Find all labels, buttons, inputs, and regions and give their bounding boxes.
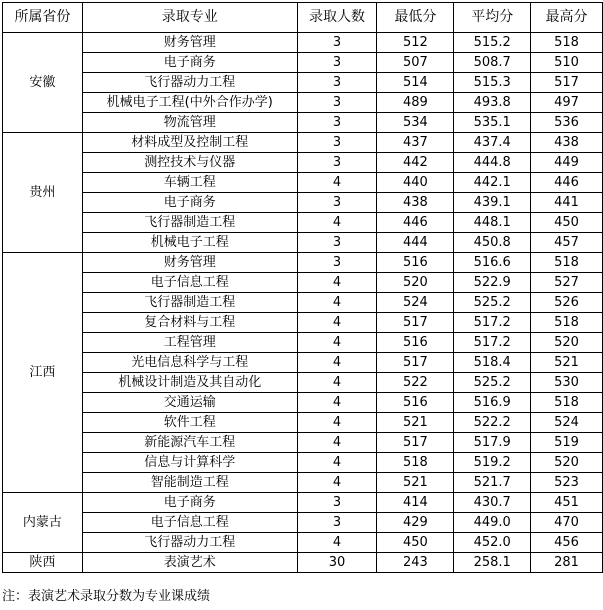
major-cell: 电子商务: [82, 193, 297, 213]
major-cell: 电子信息工程: [82, 513, 297, 533]
table-row: [3, 73, 603, 93]
max-score-cell: 446: [531, 173, 603, 193]
header-count: 录取人数: [297, 3, 377, 33]
province-cell: 安徽: [3, 33, 83, 133]
avg-score-cell: 450.8: [454, 233, 531, 253]
table-row: [3, 213, 603, 233]
avg-score-cell: 449.0: [454, 513, 531, 533]
major-cell: 智能制造工程: [82, 473, 297, 493]
admission-table: [2, 2, 603, 573]
avg-score-cell: 430.7: [454, 493, 531, 513]
max-score-cell: 470: [531, 513, 603, 533]
avg-score-cell: 515.3: [454, 73, 531, 93]
avg-score-cell: 517.2: [454, 333, 531, 353]
table-row: [3, 33, 603, 53]
table-body: [3, 33, 603, 573]
header-min-score: 最低分: [377, 3, 454, 33]
header-province: 所属省份: [3, 3, 83, 33]
major-cell: 电子商务: [82, 493, 297, 513]
count-cell: 3: [297, 113, 377, 133]
table-row: [3, 113, 603, 133]
max-score-cell: 518: [531, 253, 603, 273]
min-score-cell: 522: [377, 373, 454, 393]
major-cell: 物流管理: [82, 113, 297, 133]
major-cell: 复合材料与工程: [82, 313, 297, 333]
major-cell: 电子商务: [82, 53, 297, 73]
table-row: [3, 393, 603, 413]
count-cell: 4: [297, 213, 377, 233]
min-score-cell: 524: [377, 293, 454, 313]
min-score-cell: 438: [377, 193, 454, 213]
avg-score-cell: 516.6: [454, 253, 531, 273]
count-cell: 3: [297, 53, 377, 73]
major-cell: 车辆工程: [82, 173, 297, 193]
min-score-cell: 489: [377, 93, 454, 113]
major-cell: 光电信息科学与工程: [82, 353, 297, 373]
min-score-cell: 516: [377, 333, 454, 353]
major-cell: 软件工程: [82, 413, 297, 433]
table-row: [3, 173, 603, 193]
avg-score-cell: 522.2: [454, 413, 531, 433]
major-cell: 材料成型及控制工程: [82, 133, 297, 153]
avg-score-cell: 258.1: [454, 553, 531, 573]
min-score-cell: 517: [377, 353, 454, 373]
min-score-cell: 521: [377, 473, 454, 493]
table-row: [3, 293, 603, 313]
header-major: 录取专业: [82, 3, 297, 33]
count-cell: 4: [297, 273, 377, 293]
avg-score-cell: 525.2: [454, 293, 531, 313]
major-cell: 机械电子工程: [82, 233, 297, 253]
avg-score-cell: 522.9: [454, 273, 531, 293]
avg-score-cell: 516.9: [454, 393, 531, 413]
count-cell: 3: [297, 133, 377, 153]
count-cell: 4: [297, 453, 377, 473]
table-row: [3, 473, 603, 493]
table-row: [3, 433, 603, 453]
max-score-cell: 524: [531, 413, 603, 433]
table-row: [3, 373, 603, 393]
min-score-cell: 534: [377, 113, 454, 133]
max-score-cell: 518: [531, 393, 603, 413]
table-row: [3, 253, 603, 273]
count-cell: 3: [297, 493, 377, 513]
count-cell: 4: [297, 353, 377, 373]
max-score-cell: 520: [531, 333, 603, 353]
province-cell: 江西: [3, 253, 83, 493]
max-score-cell: 510: [531, 53, 603, 73]
min-score-cell: 243: [377, 553, 454, 573]
province-cell: 内蒙古: [3, 493, 83, 553]
avg-score-cell: 519.2: [454, 453, 531, 473]
max-score-cell: 497: [531, 93, 603, 113]
table-row: [3, 273, 603, 293]
min-score-cell: 446: [377, 213, 454, 233]
max-score-cell: 527: [531, 273, 603, 293]
avg-score-cell: 535.1: [454, 113, 531, 133]
table-row: [3, 353, 603, 373]
avg-score-cell: 452.0: [454, 533, 531, 553]
min-score-cell: 517: [377, 433, 454, 453]
count-cell: 3: [297, 93, 377, 113]
max-score-cell: 536: [531, 113, 603, 133]
major-cell: 财务管理: [82, 253, 297, 273]
major-cell: 电子信息工程: [82, 273, 297, 293]
min-score-cell: 514: [377, 73, 454, 93]
max-score-cell: 518: [531, 33, 603, 53]
table-row: [3, 453, 603, 473]
avg-score-cell: 448.1: [454, 213, 531, 233]
major-cell: 表演艺术: [82, 553, 297, 573]
avg-score-cell: 442.1: [454, 173, 531, 193]
count-cell: 4: [297, 293, 377, 313]
table-row: [3, 333, 603, 353]
count-cell: 3: [297, 33, 377, 53]
max-score-cell: 530: [531, 373, 603, 393]
count-cell: 4: [297, 473, 377, 493]
avg-score-cell: 518.4: [454, 353, 531, 373]
max-score-cell: 281: [531, 553, 603, 573]
avg-score-cell: 521.7: [454, 473, 531, 493]
max-score-cell: 438: [531, 133, 603, 153]
count-cell: 4: [297, 373, 377, 393]
major-cell: 工程管理: [82, 333, 297, 353]
major-cell: 新能源汽车工程: [82, 433, 297, 453]
max-score-cell: 519: [531, 433, 603, 453]
avg-score-cell: 444.8: [454, 153, 531, 173]
major-cell: 飞行器动力工程: [82, 533, 297, 553]
min-score-cell: 520: [377, 273, 454, 293]
min-score-cell: 512: [377, 33, 454, 53]
province-cell: 陕西: [3, 553, 83, 573]
min-score-cell: 516: [377, 253, 454, 273]
avg-score-cell: 493.8: [454, 93, 531, 113]
major-cell: 信息与计算科学: [82, 453, 297, 473]
header-max-score: 最高分: [531, 3, 603, 33]
table-row: [3, 133, 603, 153]
avg-score-cell: 439.1: [454, 193, 531, 213]
major-cell: 飞行器动力工程: [82, 73, 297, 93]
major-cell: 飞行器制造工程: [82, 293, 297, 313]
min-score-cell: 516: [377, 393, 454, 413]
max-score-cell: 441: [531, 193, 603, 213]
min-score-cell: 442: [377, 153, 454, 173]
table-row: [3, 513, 603, 533]
max-score-cell: 520: [531, 453, 603, 473]
min-score-cell: 437: [377, 133, 454, 153]
min-score-cell: 444: [377, 233, 454, 253]
table-row: [3, 233, 603, 253]
table-row: [3, 313, 603, 333]
count-cell: 3: [297, 73, 377, 93]
province-cell: 贵州: [3, 133, 83, 253]
min-score-cell: 517: [377, 313, 454, 333]
min-score-cell: 521: [377, 413, 454, 433]
major-cell: 机械电子工程(中外合作办学): [82, 93, 297, 113]
max-score-cell: 526: [531, 293, 603, 313]
max-score-cell: 449: [531, 153, 603, 173]
table-row: [3, 413, 603, 433]
min-score-cell: 507: [377, 53, 454, 73]
major-cell: 机械设计制造及其自动化: [82, 373, 297, 393]
header-row: [3, 3, 603, 33]
avg-score-cell: 437.4: [454, 133, 531, 153]
count-cell: 3: [297, 193, 377, 213]
max-score-cell: 451: [531, 493, 603, 513]
table-row: [3, 153, 603, 173]
min-score-cell: 450: [377, 533, 454, 553]
min-score-cell: 414: [377, 493, 454, 513]
count-cell: 4: [297, 173, 377, 193]
table-row: [3, 193, 603, 213]
count-cell: 4: [297, 313, 377, 333]
count-cell: 4: [297, 333, 377, 353]
max-score-cell: 456: [531, 533, 603, 553]
max-score-cell: 457: [531, 233, 603, 253]
max-score-cell: 523: [531, 473, 603, 493]
max-score-cell: 517: [531, 73, 603, 93]
table-row: [3, 53, 603, 73]
count-cell: 3: [297, 513, 377, 533]
count-cell: 4: [297, 413, 377, 433]
major-cell: 交通运输: [82, 393, 297, 413]
min-score-cell: 518: [377, 453, 454, 473]
table-row: [3, 533, 603, 553]
avg-score-cell: 515.2: [454, 33, 531, 53]
count-cell: 4: [297, 433, 377, 453]
footnote: 注：表演艺术录取分数为专业课成绩: [2, 589, 211, 604]
max-score-cell: 450: [531, 213, 603, 233]
max-score-cell: 521: [531, 353, 603, 373]
count-cell: 30: [297, 553, 377, 573]
avg-score-cell: 517.2: [454, 313, 531, 333]
count-cell: 4: [297, 393, 377, 413]
count-cell: 3: [297, 233, 377, 253]
count-cell: 3: [297, 153, 377, 173]
table-row: [3, 93, 603, 113]
table-row: [3, 553, 603, 573]
min-score-cell: 429: [377, 513, 454, 533]
count-cell: 4: [297, 533, 377, 553]
major-cell: 测控技术与仪器: [82, 153, 297, 173]
header-avg-score: 平均分: [454, 3, 531, 33]
avg-score-cell: 525.2: [454, 373, 531, 393]
max-score-cell: 518: [531, 313, 603, 333]
min-score-cell: 440: [377, 173, 454, 193]
major-cell: 飞行器制造工程: [82, 213, 297, 233]
count-cell: 3: [297, 253, 377, 273]
avg-score-cell: 508.7: [454, 53, 531, 73]
table-row: [3, 493, 603, 513]
avg-score-cell: 517.9: [454, 433, 531, 453]
major-cell: 财务管理: [82, 33, 297, 53]
